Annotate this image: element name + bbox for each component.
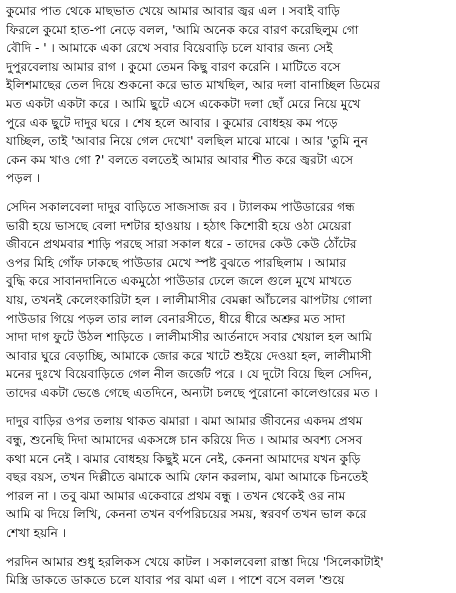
text-line: বুদ্ধি করে সাবানদানিতে একমুঠো পাউডার ঢেলে জলে গুলে মুখে মাখতে [6, 274, 352, 289]
text-line: ভারী হয়ে ভাসছে বেলা দশটার হাওয়ায় । হঠাৎ কিশোরী হয়ে ওঠা মেয়েরা [6, 218, 352, 233]
text-line: যায়, তখনই কেলেংকারিটা হল । লালীমাসীর বেমক্কা আঁচলের ঝাপটায় গোলা [6, 292, 372, 307]
paragraph-1 [6, 2, 450, 188]
text-line: কেন কম খাও গো ?' বলতে বলতেই আমার আবার শীত করে জ্বরটা এসে [6, 152, 354, 167]
text-line: ইলিশমাছের তেল দিয়ে শুকনো করে ভাত মাখছিল, আর দলা বানাচ্ছিল ডিমের [6, 78, 381, 93]
text-line: যাচ্ছিল, তাই 'আবার নিয়ে গেল দেখো' বলছিল মাঝে মাঝে । আর 'তুমি নুন [6, 134, 368, 149]
text-line: জীবনে প্রথমবার শাড়ি পরছে সারা সকাল ধরে - তাদের কেউ কেউ ঠোঁটের [6, 237, 357, 252]
text-line: বৌদি - ' । আমাকে একা রেখে সবার বিয়েবাড়ি চলে যাবার জন্য সেই [6, 41, 333, 56]
text-line: পাউডার গিয়ে পড়ল তার লাল বেনারসীতে, ধীরে ধীরে অশ্রুর মত সাদা [6, 311, 346, 326]
paragraph-2 [6, 198, 450, 403]
text-line: আবার ঘুরে বেড়াচ্ছি, আমাকে জোর করে খাটে শুইয়ে দেওয়া হল, লালীমাসী [6, 348, 372, 363]
text-line: মত একটা একটা করে । আমি ছুটে এসে একেকটা দলা ছোঁ মেরে নিয়ে মুখে [6, 96, 361, 111]
text-line: পরদিন আমার শুধু হরলিকস খেয়ে কাটল । সকালবেলা রাস্তা দিয়ে 'সিলেকাটাই' [6, 554, 384, 569]
text-line: পুরে এক ছুটে দাদুর ঘরে । শেষ হলে আবার । কুমোর বোধহয় কম পড়ে [6, 115, 338, 130]
text-line: বন্ধু, শুনেছি দিদা আমাদের একসঙ্গে চান করিয়ে দিত । আমার অবশ্য সেসব [6, 433, 363, 448]
text-line: দাদুর বাড়ির ওপর তলায় থাকত ঝমারা । ঝমা আমার জীবনের একদম প্রথম [6, 414, 363, 429]
text-line: কথা মনে নেই । ঝমার বোধহয় কিছুই মনে নেই, কেননা আমাদের যখন কুড়ি [6, 451, 361, 466]
text-line: সাদা দাগ ফুটে উঠল শাড়িতে । লালীমাসীর আর্তনাদে সবার খেয়াল হল আমি [6, 330, 372, 345]
text-line: আমি ঝ দিয়ে লিখি, কেননা তখন বর্ণপরিচয়ের সময়, স্বরবর্ণ তখন ভাল করে [6, 507, 367, 522]
text-line: ফিরলে কুমো হাত-পা নেড়ে বলল, 'আমি অনেক করে বারণ করেছিলুম গো [6, 22, 359, 37]
text-line: পড়ল । [6, 171, 41, 186]
text-line: দুপুরবেলায় আমার রাগ । কুমো তেমন কিছু বারণ করেনি । মাটিতে বসে [6, 59, 341, 74]
paragraph-4 [6, 553, 450, 590]
text-line: তাদের একটা ভেঙে গেছে এতদিনে, অন্যটা চলছে পুরোনো কালেণ্ডারের মত । [6, 385, 378, 400]
text-line: মিস্ত্রি ডাকতে ডাকতে চলে যাবার পর ঝমা এল । পাশে বসে বলল 'শুয়ে [6, 573, 345, 588]
text-line: বছর বয়স, তখন দিল্লীতে ঝমাকে আমি ফোন করলাম, ঝমা আমাকে চিনতেই [6, 470, 368, 485]
text-line: কুমোর পাত থেকে মাছভাত খেয়ে আমার আবার জ্বর এল । সবাই বাড়ি [6, 4, 340, 18]
text-line: শেখা হয়নি । [6, 526, 67, 541]
paragraph-3 [6, 412, 450, 542]
text-line: ওপর মিহি গোঁফ ঢাকছে পাউডার মেখে স্পষ্ট বুঝতে পারছিলাম । আমার [6, 255, 347, 270]
text-line: পারল না । তবু ঝমা আমার একেবারে প্রথম বন্ধু । তখন থেকেই ওর নাম [6, 488, 346, 503]
text-line: সেদিন সকালবেলা দাদুর বাড়িতে সাজসাজ রব । ট্যালকম পাউডারের গন্ধ [6, 199, 355, 214]
text-line: মনের দুঃখে বিয়েবাড়িতে গেল নীল জর্জেট পরে । যে দুটো বিয়ে ছিল সেদিন, [6, 367, 373, 382]
